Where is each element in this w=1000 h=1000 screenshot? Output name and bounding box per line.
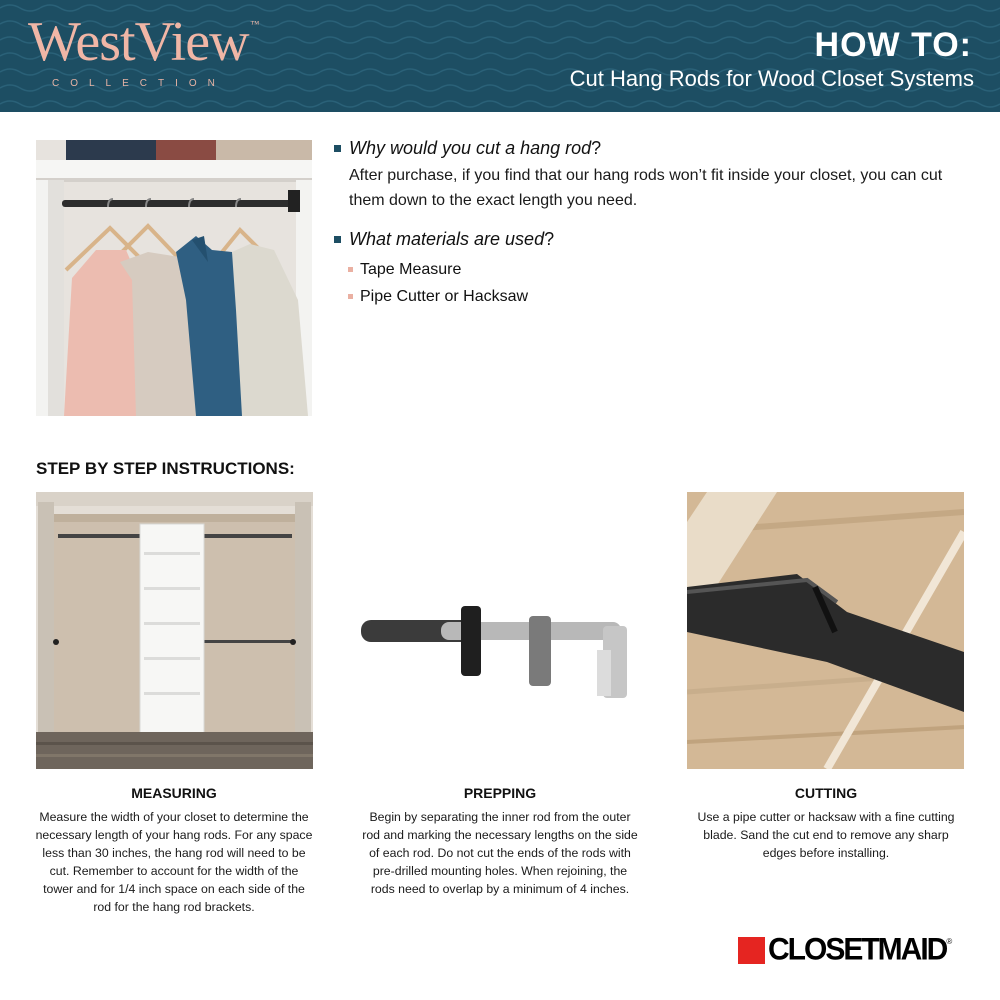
list-item (348, 256, 964, 283)
bullet-icon (348, 294, 353, 299)
measuring-image (36, 492, 313, 769)
brand-name: CLOSETMAID (768, 932, 947, 967)
bullet-square-icon (334, 145, 341, 152)
step-text-cutting: Use a pipe cutter or hacksaw with a fine cutting blade. Sand the cut end to remove any sharp edges before installing. (697, 810, 955, 860)
brand-registered: ® (946, 937, 953, 946)
faq-question (334, 229, 964, 250)
faq-why (334, 138, 964, 213)
page-subtitle: Cut Hang Rods for Wood Closet Systems (569, 66, 974, 91)
step-title-prepping: PREPPING (463, 785, 537, 801)
westview-logo (28, 11, 259, 73)
red-square-icon (738, 937, 765, 964)
material-label: Pipe Cutter or Hacksaw (360, 287, 529, 305)
bullet-icon (348, 267, 353, 272)
step-title-cutting: CUTTING (794, 785, 858, 801)
prepping-image (361, 598, 631, 708)
logo-collection: COLLECTION (52, 78, 226, 89)
closet-hangers-photo (36, 140, 312, 416)
step-text-prepping: Begin by separating the inner rod from the outer rod and marking the necessary lengths on the side of each rod. Do not cut the ends of the rods with pre-drilled mounting holes. When rejoining, the rods need to overlap by a minimum of 4 inches. (362, 810, 638, 896)
faq-materials (334, 229, 964, 310)
question-mark: ? (591, 138, 602, 158)
faq-answer: After purchase, if you find that our hang rods won’t fit inside your closet, you can cut them down to the exact length you need. (349, 167, 943, 209)
faq-question (334, 138, 964, 159)
cutting-image (687, 492, 964, 769)
material-label: Tape Measure (360, 260, 462, 278)
logo-text: WestView (28, 11, 249, 73)
bullet-square-icon (334, 236, 341, 243)
steps-heading: STEP BY STEP INSTRUCTIONS: (36, 459, 295, 478)
question-mark: ? (544, 229, 555, 249)
list-item (348, 283, 964, 310)
materials-list (348, 256, 964, 310)
page-title: HOW TO: (814, 26, 972, 64)
step-title-measuring: MEASURING (131, 785, 217, 801)
step-text-measuring: Measure the width of your closet to determine the necessary length of your hang rods. For any space less than 30 inches, the hang rod will need to be cut. Remember to account for the width of the tower and for 1/4 inch space on each side of the rod for the hang rod brackets. (35, 810, 313, 914)
question-text: What materials are used (349, 229, 545, 249)
question-text: Why would you cut a hang rod (349, 138, 592, 158)
header-banner (0, 0, 1000, 112)
logo-tm: ™ (250, 19, 259, 29)
closetmaid-logo (738, 934, 952, 966)
